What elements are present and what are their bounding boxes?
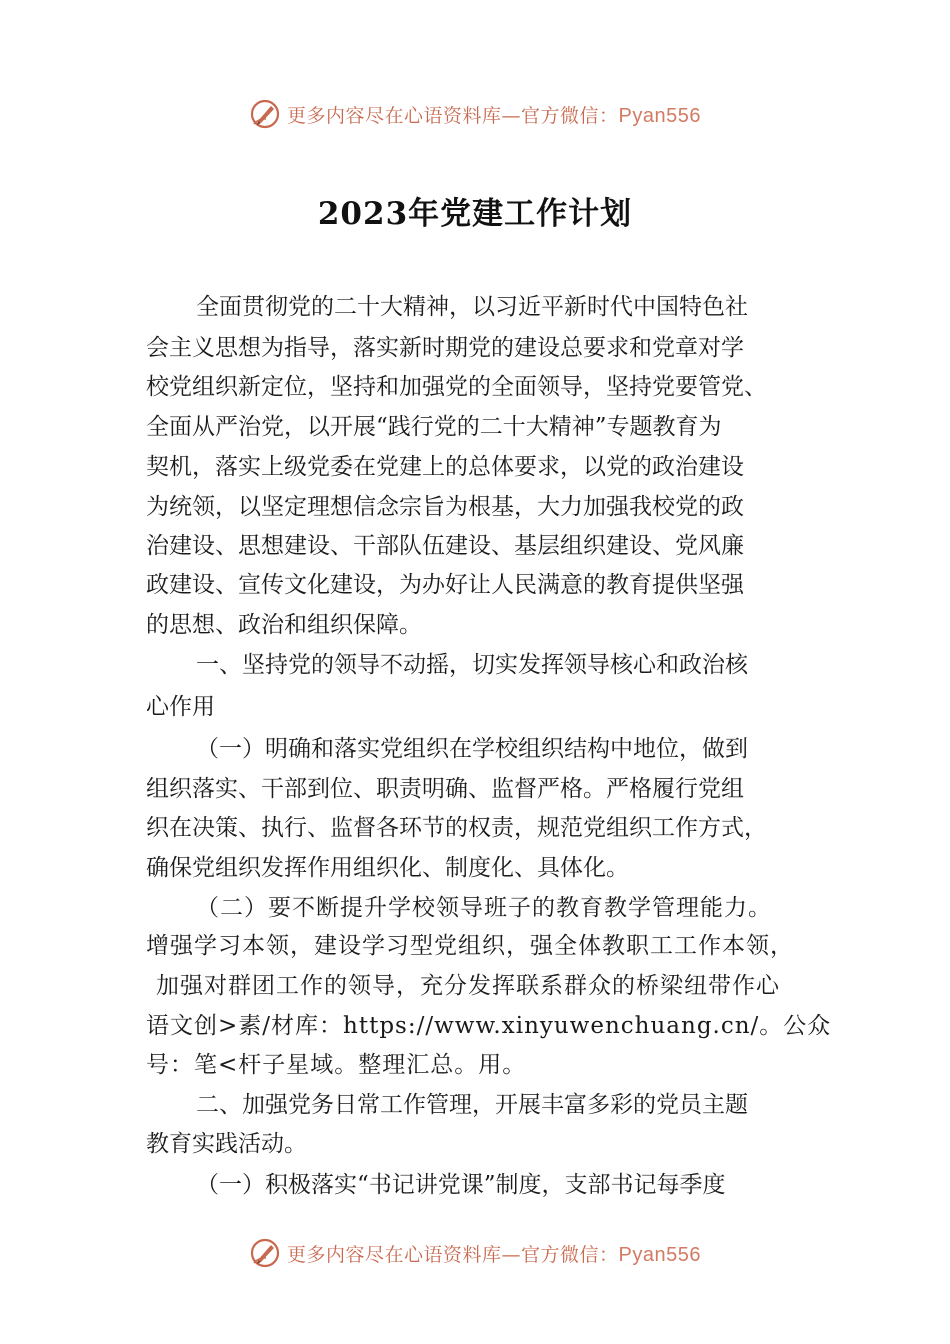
page-title: 2023年党建工作计划 bbox=[317, 196, 633, 232]
section-heading: 教育实践活动。 bbox=[146, 1131, 307, 1157]
body-line: 组织落实、干部到位、职责明确、监督严格。严格履行党组 bbox=[146, 776, 744, 802]
banner-slogan: 更多内容尽在心语资料库—官方微信： bbox=[287, 104, 619, 127]
wechat-id: Pyan556 bbox=[618, 1243, 701, 1266]
body-line: 契机，落实上级党委在党建上的总体要求，以党的政治建设 bbox=[146, 454, 744, 480]
body-line: 的思想、政治和组织保障。 bbox=[146, 612, 422, 638]
body-line: 号：笔<杆子星域。整理汇总。用。 bbox=[146, 1052, 527, 1078]
pen-logo-icon bbox=[249, 98, 281, 130]
body-line: 政建设、宣传文化建设，为办好让人民满意的教育提供坚强 bbox=[146, 572, 744, 598]
section-heading: 心作用 bbox=[146, 694, 215, 720]
footer-banner bbox=[0, 1233, 950, 1273]
header-banner bbox=[0, 94, 950, 134]
body-line: 为统领，以坚定理想信念宗旨为根基，大力加强我校党的政 bbox=[146, 494, 744, 520]
body-line: （一）明确和落实党组织在学校组织结构中地位，做到 bbox=[196, 736, 748, 762]
body-line: （二）要不断提升学校领导班子的教育教学管理能力。 bbox=[196, 895, 772, 921]
banner-text bbox=[287, 1240, 701, 1267]
body-line: 全面贯彻党的二十大精神，以习近平新时代中国特色社 bbox=[196, 294, 748, 320]
pen-logo-icon bbox=[249, 1237, 281, 1269]
body-line: 加强对群团工作的领导，充分发挥联系群众的桥梁纽带作心 bbox=[156, 973, 780, 999]
body-line: 语文创>素/材库：https://www.xinyuwenchuang.cn/。公众 bbox=[146, 1013, 832, 1039]
wechat-id: Pyan556 bbox=[618, 104, 701, 127]
body-line: （一）积极落实“书记讲党课”制度，支部书记每季度 bbox=[196, 1172, 726, 1198]
banner-slogan: 更多内容尽在心语资料库—官方微信： bbox=[287, 1243, 619, 1266]
body-line: 织在决策、执行、监督各环节的权责，规范党组织工作方式， bbox=[146, 815, 767, 841]
banner-text bbox=[287, 101, 701, 128]
body-line: 会主义思想为指导，落实新时期党的建设总要求和党章对学 bbox=[146, 335, 744, 361]
section-heading: 二、加强党务日常工作管理，开展丰富多彩的党员主题 bbox=[196, 1092, 748, 1118]
body-line: 校党组织新定位，坚持和加强党的全面领导，坚持党要管党、 bbox=[146, 374, 767, 400]
body-line: 确保党组织发挥作用组织化、制度化、具体化。 bbox=[146, 855, 629, 881]
body-line: 治建设、思想建设、干部队伍建设、基层组织建设、党风廉 bbox=[146, 533, 744, 559]
body-line: 增强学习本领，建设学习型党组织，强全体教职工工作本领， bbox=[146, 933, 794, 959]
section-heading: 一、坚持党的领导不动摇，切实发挥领导核心和政治核 bbox=[196, 652, 748, 678]
body-line: 全面从严治党，以开展“践行党的二十大精神”专题教育为 bbox=[146, 414, 722, 440]
